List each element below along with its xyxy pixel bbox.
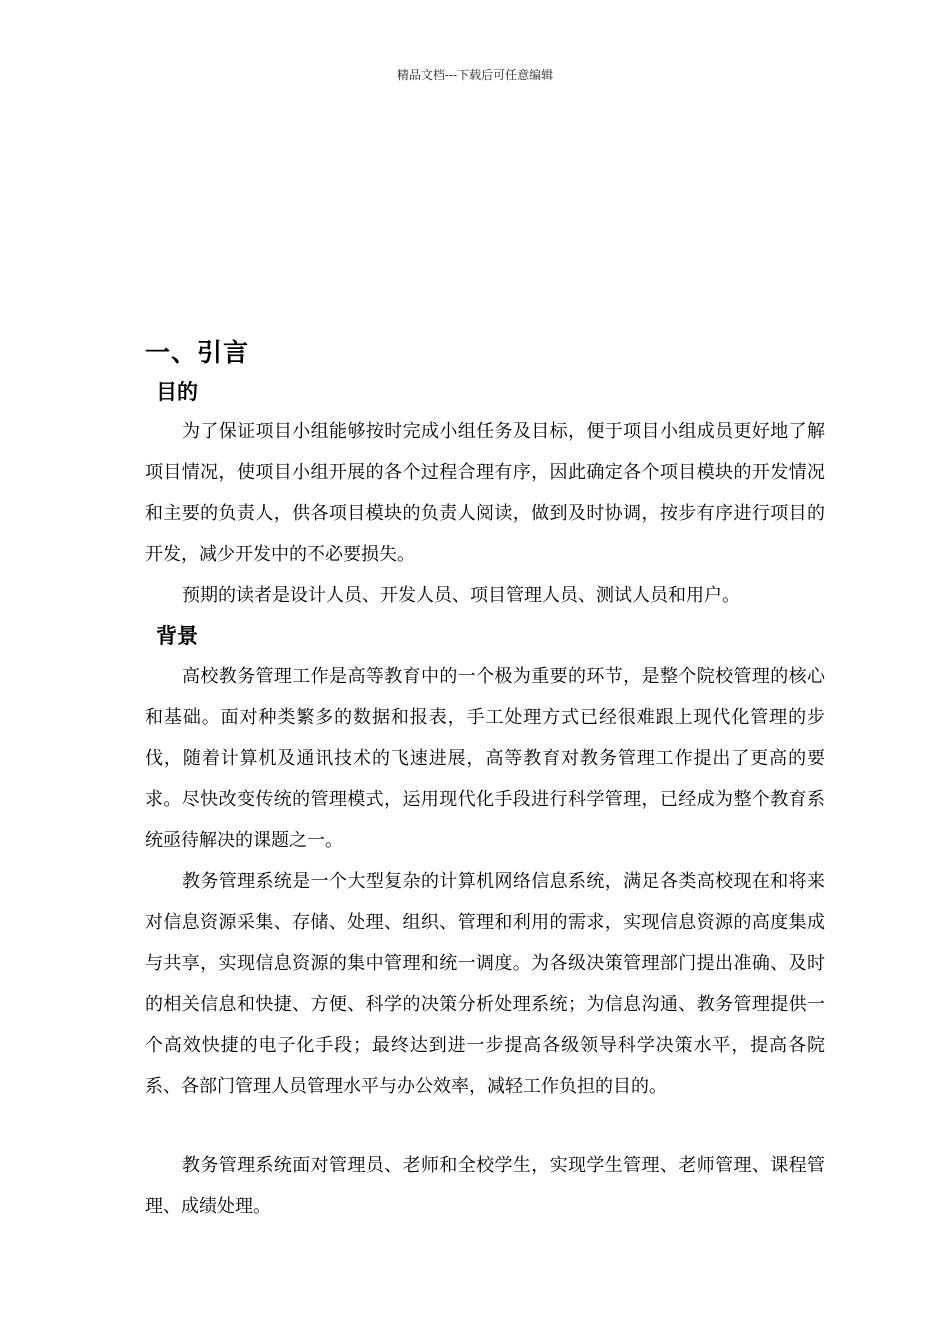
section-title: 一、引言	[145, 338, 250, 367]
background-paragraph-2: 教务管理系统是一个大型复杂的计算机网络信息系统，满足各类高校现在和将来对信息资源采集、存储、处理、组织、管理和利用的需求，实现信息资源的高度集成与共享，实现信息资源的集中管理和统一调度。为各级决策管理部门提出准确、及时的相关信息和快捷、方便、科学的决策分析处理系统；为信息沟通、教务管理提供一个高效快捷的电子化手段；最终达到进一步提高各级领导科学决策水平，提高各院系、各部门管理人员管理水平与办公效率，减轻工作负担的目的。	[145, 871, 825, 1097]
background-paragraph-3: 教务管理系统面对管理员、老师和全校学生，实现学生管理、老师管理、课程管理、成绩处理。	[145, 1155, 825, 1217]
page-header: 精品文档---下载后可任意编辑	[396, 68, 554, 82]
purpose-heading: 目的	[156, 380, 198, 404]
background-heading: 背景	[156, 624, 198, 648]
purpose-paragraph-1: 为了保证项目小组能够按时完成小组任务及目标，便于项目小组成员更好地了解项目情况，使项目小组开展的各个过程合理有序，因此确定各个项目模块的开发情况和主要的负责人，供各项目模块的负责人阅读，做到及时协调，按步有序进行项目的开发，减少开发中的不必要损失。	[145, 421, 825, 565]
background-paragraph-1: 高校教务管理工作是高等教育中的一个极为重要的环节，是整个院校管理的核心和基础。面对种类繁多的数据和报表，手工处理方式已经很难跟上现代化管理的步伐，随着计算机及通讯技术的飞速进展，高等教育对教务管理工作提出了更高的要求。尽快改变传统的管理模式，运用现代化手段进行科学管理，已经成为整个教育系统亟待解决的课题之一。	[145, 666, 825, 851]
purpose-paragraph-2: 预期的读者是设计人员、开发人员、项目管理人员、测试人员和用户。	[182, 585, 740, 606]
